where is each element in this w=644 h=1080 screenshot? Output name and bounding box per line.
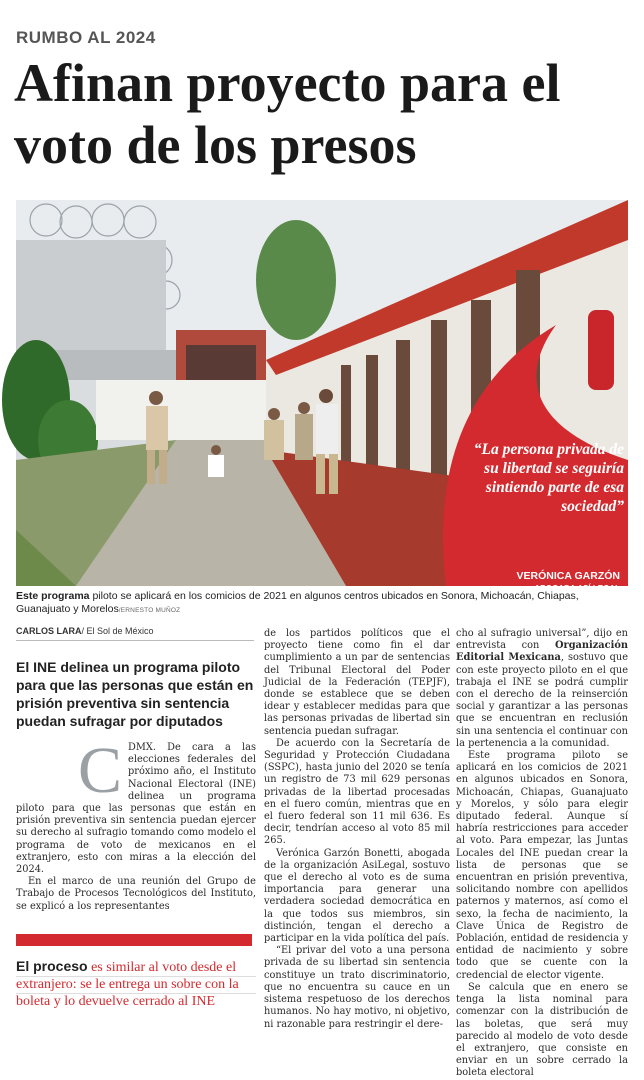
byline-rule xyxy=(16,640,254,641)
body-paragraph: DMX. De cara a las elecciones federales del próximo año, el Instituto Nacional Electoral (INE) delinea un programa piloto para que las personas que están en prisión preventiva sin sentencia puedan ejercer su derecho al sufragio tomando como modelo el programa de voto de mexicanos en el extranjero, esto con miras a la elección del 2024. xyxy=(16,742,256,876)
photo-caption xyxy=(16,590,626,617)
pull-text xyxy=(16,958,256,1010)
headline: Afinan proyecto para el voto de los presos xyxy=(14,53,561,175)
photo-credit: /ERNESTO MUÑOZ xyxy=(118,607,181,614)
drop-cap: C xyxy=(78,734,123,807)
body-paragraph: de los partidos políticos que el proyecto tiene como fin el dar cumplimiento a un par de sentencias del Tribunal Electoral del Poder Judicial de la Federación (TEPJF), donde se establece que se deben idear y establecer medidas para que las personas privadas de libertad sin sentencia puedan sufragar. xyxy=(264,628,450,737)
body-paragraph xyxy=(456,628,628,750)
section-kicker: RUMBO AL 2024 xyxy=(16,28,156,47)
body-column-3 xyxy=(456,628,628,1080)
byline-author: CARLOS LARA xyxy=(16,626,82,636)
prison-corridor-illustration xyxy=(16,200,628,586)
pull-rule xyxy=(16,976,256,977)
body-text: cho al sufragio universal”, dijo en entrevista con xyxy=(456,628,628,652)
pull-rule xyxy=(16,993,256,994)
body-column-1 xyxy=(16,734,256,913)
body-paragraph: Este programa piloto se aplicará en los comicios de 2021 en algunos ubicados en Sonora, Michoacán, Chiapas, Guanajuato y Morelos, y sólo para elegir diputado federal. Aunque sí habría restricciones para acceder al voto. Para empezar, las Juntas Locales del INE puedan crear la lista de personas que se encuentran en prisión preventiva, solicitando nombre con apellidos paternos y maternos, así como el sexo, la fecha de nacimiento, la Clave Única de Registro de Población, entidad de residencia y entidad de nacimiento y sobre todo que se cuente con la credencial de elector vigente. xyxy=(456,750,628,981)
caption-lead: Este programa xyxy=(16,590,90,602)
body-paragraph: De acuerdo con la Secretaría de Seguridad y Protección Ciudadana (SSPC), hasta junio del 2020 se tenía un registro de 73 mil 629 personas privadas de la libertad procesadas en el fuero común, mientras que en el fuero federal son 11 mil 636. Es decir, tendrían acceso al voto 85 mil 265. xyxy=(264,737,450,847)
body-paragraph: En el marco de una reunión del Grupo de Trabajo de Procesos Tecnológicos del Instituto, se explicó a los representantes xyxy=(16,876,256,912)
caption-text: piloto se aplicará en los comicios de 2021 en algunos centros ubicados en Sonora, Michoacán, Chiapas, Guanajuato y Morelos xyxy=(16,590,579,615)
byline-outlet: / El Sol de México xyxy=(81,626,154,636)
body-paragraph: Verónica Garzón Bonetti, abogada de la organización AsiLegal, sostuvo que el derecho al voto es de suma importancia para generar una verdadera sociedad democrática en la que todos sus miembros, sin distinción, tengan el derecho a participar en la vida política del país. xyxy=(264,847,450,945)
quote-author: VERÓNICA GARZÓN xyxy=(516,570,620,582)
body-column-2 xyxy=(264,628,450,1031)
pull-text-rest: es similar al voto desde el extranjero: se le entrega un sobre con la boleta y lo devuelve cerrado al INE xyxy=(16,960,239,1009)
body-text: , sostuvo que con este proyecto piloto en el que trabaja el INE se podrá cumplir con el derecho de la reinserción social y garantizar a las personas que se encuentran en reclusión sin una sentencia el continuar con la pertenencia a la comunidad. xyxy=(456,652,628,749)
publisher-name: Organización Editorial Mexicana xyxy=(456,640,628,664)
pull-text-lead: El proceso xyxy=(16,958,88,974)
body-paragraph: “El privar del voto a una persona privada de su libertad sin sentencia constituye un trato discriminatorio, que no encuentra su cauce en un sistema respetuoso de los derechos humanos. No hay motivo, ni objetivo, ni razonable para restringir el dere- xyxy=(264,945,450,1030)
byline xyxy=(16,626,154,636)
accent-bar xyxy=(16,934,252,946)
article-dek: El INE delinea un programa piloto para que las personas que están en prisión preventiva sin sentencia puedan sufragar por diputados xyxy=(16,659,254,729)
prison-photo xyxy=(16,200,628,586)
pull-quote-text: “La persona privada de su libertad se seguiría sintiendo parte de esa sociedad” xyxy=(473,441,624,515)
quote-role: ABOGADA ASÍ LEGAL xyxy=(534,584,620,593)
body-paragraph: Se calcula que en enero se tenga la lista nominal para comenzar con la distribución de las boletas, que será muy parecido al modelo de voto desde el extranjero, que consiste en enviar en un sobre cerrado la boleta electoral xyxy=(456,981,628,1079)
